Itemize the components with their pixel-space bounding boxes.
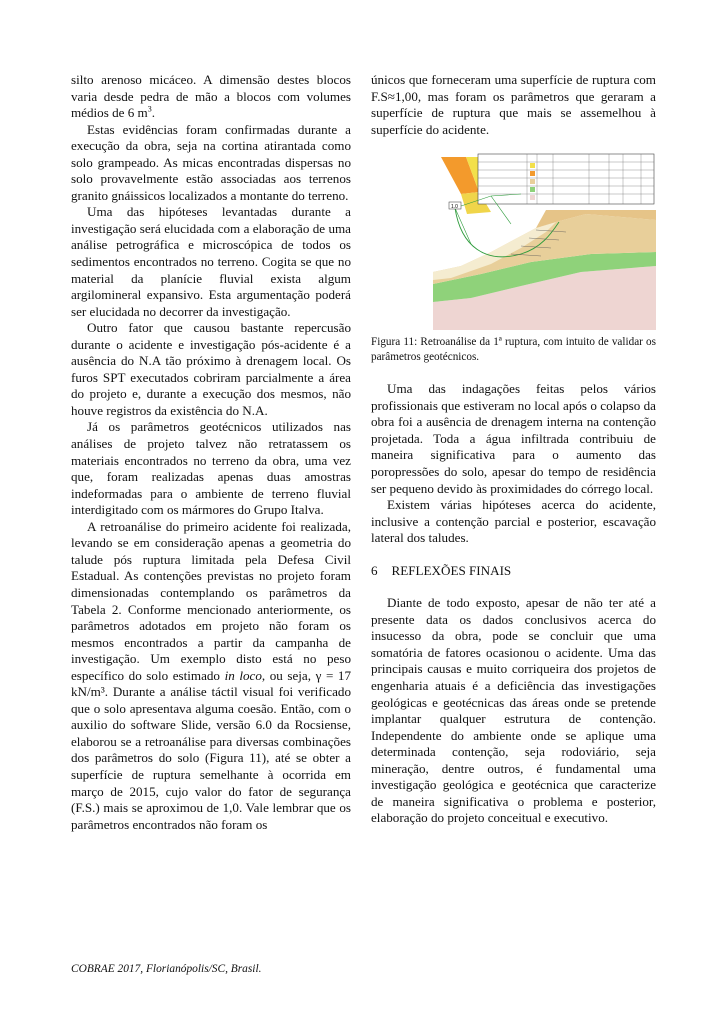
paragraph: únicos que forneceram uma superfície de ruptura com F.S≈1,00, mas foram os parâmetros que geraram a superfície de ruptura que mais se assemelhou à superfície do acidente. [371, 72, 656, 137]
slope-stability-figure [371, 152, 656, 330]
right-column [371, 72, 656, 827]
legend-table [478, 154, 654, 204]
paragraph: A retroanálise do primeiro acidente foi realizada, levando se em consideração apenas a geometria do talude pós ruptura limitada pela Defesa Civil Estadual. As contenções previstas no projeto foram dimensionadas contemplando os parâmetros da Tabela 2. Conforme mencionado anteriormente, os parâmetros adotados em projeto não foram os mesmos encontrados a partir da campanha de investigação. Um exemplo disto está no peso específico do solo estimado in loco, ou seja, γ = 17 kN/m³. Durante a análise táctil visual foi verificado que o solo apresentava alguma coesão. Então, com o auxilio do software Slide, versão 6.0 da Rocsiense, elaborou se a retroanálise para diversas combinações dos parâmetros do solo (Figura 11), até se obter a superfície de ruptura semelhante à ocorrida em março de 2015, cujo valor do fator de segurança (F.S.) mais se aproximou de 1,0. Vale lembrar que os parâmetros encontrados não foram os [71, 518, 351, 832]
legend-swatch [530, 195, 535, 200]
section-number: 6 [371, 562, 378, 578]
paragraph: silto arenoso micáceo. A dimensão destes blocos varia desde pedra de mão a blocos com volumes médios de 6 $m^3$. [71, 72, 351, 121]
page-footer: COBRAE 2017, Florianópolis/SC, Brasil. [71, 963, 262, 975]
section-heading [371, 563, 656, 580]
section-title: REFLEXÕES FINAIS [391, 562, 512, 578]
paragraph: Outro fator que causou bastante repercusão durante o acidente e investigação pós-acidente é a ausência do N.A tão próximo à drenagem local. Os furos SPT executados cobriram parcialmente a área do projeto e, durante a execução dos mesmos, não houve registros da existência do N.A. [71, 320, 351, 418]
paragraph: Já os parâmetros geotécnicos utilizados nas análises de projeto talvez não retratassem os materiais encontrados no terreno da obra, uma vez que, foram realizadas apenas duas amostras indeformadas para o ambiente de terreno fluvial interdigitado com os mármores do Grupo Italva. [71, 419, 351, 518]
paragraph: Uma das hipóteses levantadas durante a investigação será elucidada com a elaboração de uma análise petrográfica e microscópica de todos os sedimentos encontrados no terreno. Cogita se que no material da planície fluvial exista algum argilomineral expansivo. Esta argumentação poderá ser elucidada no decorrer da investigação. [71, 204, 351, 319]
figure-caption: Figura 11: Retroanálise da 1ª ruptura, com intuito de validar os parâmetros geotécnicos. [371, 335, 656, 363]
legend-swatch [530, 171, 535, 176]
paragraph: Existem várias hipóteses acerca do acidente, inclusive a contenção parcial e posterior, escavação lateral dos taludes. [371, 497, 656, 546]
paragraph: Estas evidências foram confirmadas durante a execução da obra, seja na cortina atirantada como solo grampeado. As micas encontradas dispersas no solo provavelmente estão associadas aos terrenos granito gnáissicos localizados a montante do terreno. [71, 121, 351, 203]
paragraph: Uma das indagações feitas pelos vários profissionais que estiveram no local após o colapso da obra foi a ausência de drenagem interna na contenção projetada. Toda a água infiltrada contribuiu de maneira significativa para o aumento das poropressões do solo, apesar do tempo de residência ser pequeno devido às proximidades do córrego local. [371, 381, 656, 496]
fs-label: 1.0 [451, 204, 458, 211]
left-column [71, 72, 351, 833]
legend-swatch [530, 163, 535, 168]
legend-swatch [530, 179, 535, 184]
paragraph: Diante de todo exposto, apesar de não ter até a presente data os dados conclusivos acerca do insucesso da obra, pode se concluir que uma somatória de fatores ocasionou o acidente. Uma das principais causas e muito corriqueira dos projetos de engenharia atuais é a deficiência das investigações geológicas e geotécnicas das áreas onde se pretende implantar qualquer estrutura de contenção. Independente do ambiente onde se aplique uma determinada contenção, seja rodoviário, seja mineração, dentre outros, é fundamental uma investigação geológica e geotécnica que caracterize de maneira significativa o problema e posterior, elaboração do projeto conceitual e executivo. [371, 595, 656, 826]
legend-swatch [530, 187, 535, 192]
